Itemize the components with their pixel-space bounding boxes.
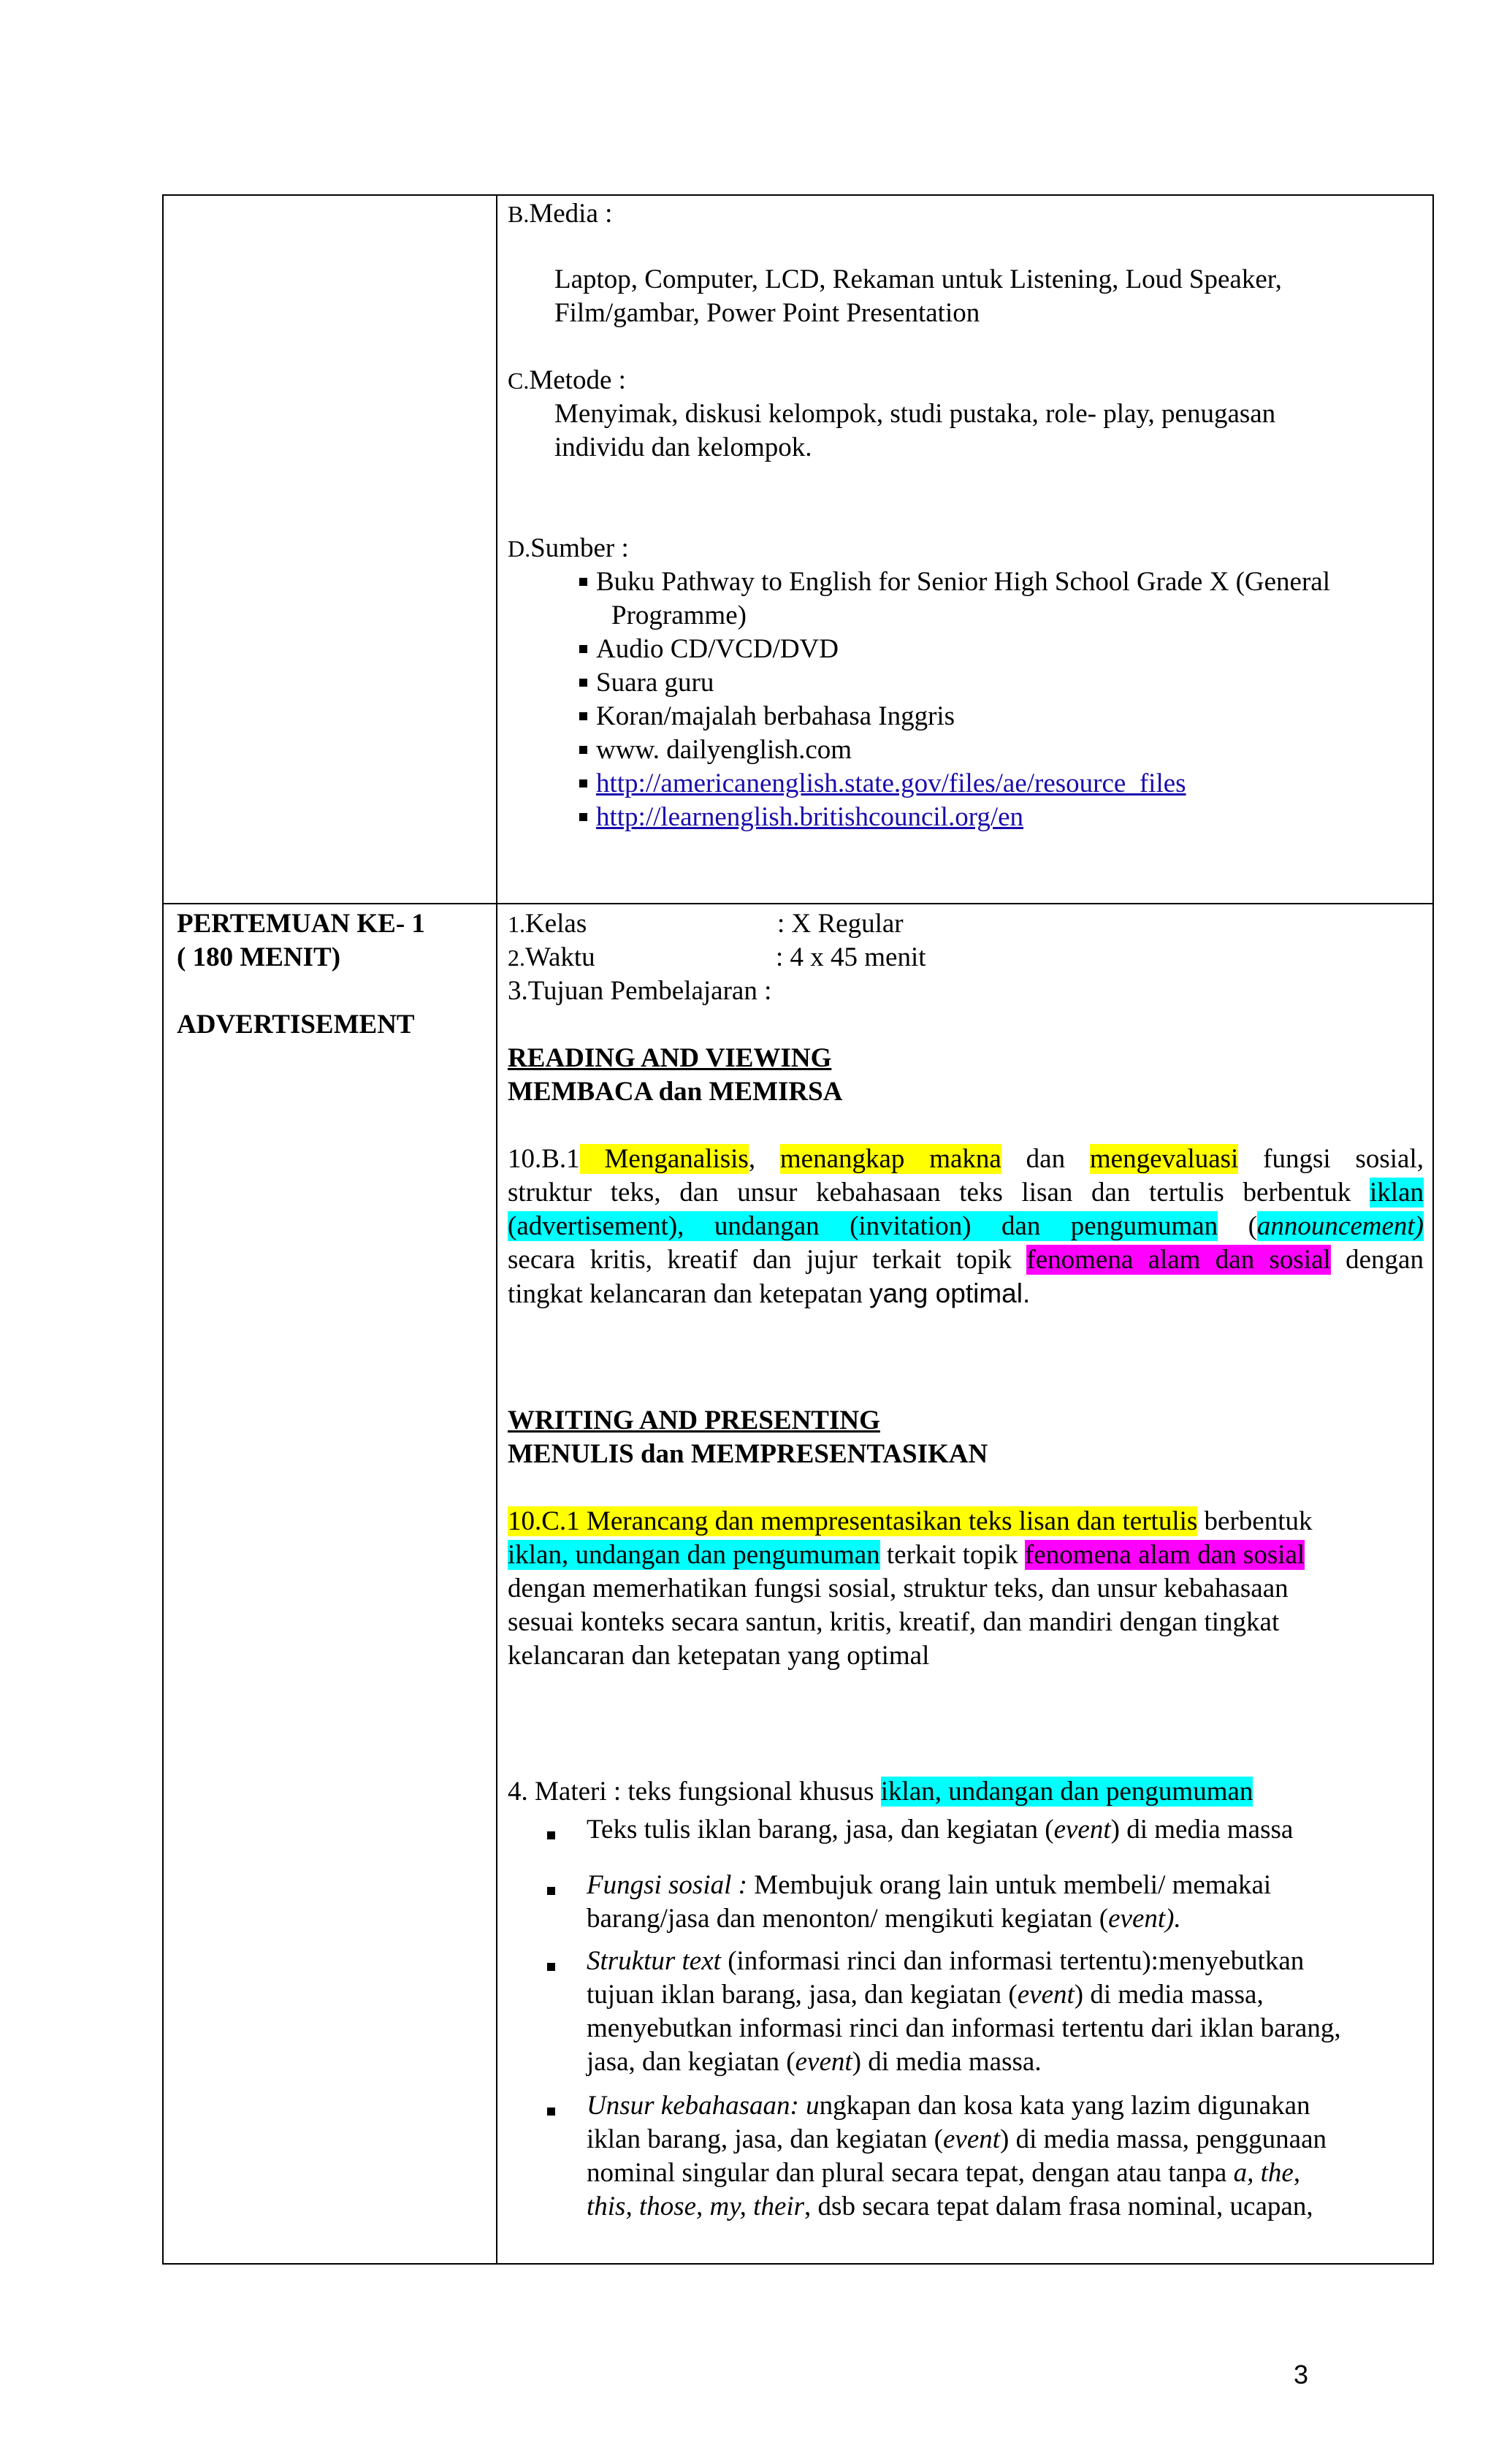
media-text-line1: Laptop, Computer, LCD, Rekaman untuk Listening, Loud Speaker,: [554, 264, 1282, 294]
source-item: Buku Pathway to English for Senior High School Grade X (General: [579, 565, 1330, 599]
materi-item-text: Unsur kebahasaan: ungkapan dan kosa kata yang lazim digunakan: [587, 2091, 1310, 2121]
materi-bullet: [547, 1874, 564, 1908]
reading-subheading: MEMBACA dan MEMIRSA: [508, 1077, 843, 1107]
source-item: [579, 801, 1023, 834]
bullet-square-icon: [579, 578, 587, 586]
britishcouncil-link[interactable]: http://learnenglish.britishcouncil.org/en: [596, 802, 1024, 832]
media-heading: B.Media :: [508, 199, 613, 229]
source-item: Audio CD/VCD/DVD: [579, 633, 839, 666]
meeting-duration: ( 180 MENIT): [177, 942, 341, 972]
source-item: Suara guru: [579, 666, 714, 700]
materi-item-text: Teks tulis iklan barang, jasa, dan kegiatan (event) di media massa: [587, 1815, 1294, 1845]
materi-item-text: Struktur text (informasi rinci dan informasi tertentu):menyebutkan: [587, 1946, 1305, 1976]
right-cell-objectives: [497, 904, 1433, 2264]
materi-bullet: [547, 1819, 564, 1853]
reading-line2: struktur teks, dan unsur kebahasaan teks lisan dan tertulis berbentuk iklan: [508, 1178, 1424, 1208]
reading-line5: tingkat kelancaran dan ketepatan yang optimal.: [508, 1278, 1031, 1309]
source-item: [579, 767, 1186, 801]
bullet-square-icon: [579, 813, 587, 821]
bullet-square-icon: [579, 712, 587, 720]
method-text-line1: Menyimak, diskusi kelompok, studi pustaka, role- play, penugasan: [554, 399, 1276, 429]
bullet-square-icon: [547, 2108, 555, 2116]
writing-heading: WRITING AND PRESENTING: [508, 1405, 880, 1435]
bullet-square-icon: [547, 1831, 555, 1839]
left-cell-meeting: [163, 904, 497, 2264]
reading-line4: secara kritis, kreatif dan jujur terkait topik fenomena alam dan sosial dengan: [508, 1245, 1424, 1275]
source-heading: D.Sumber :: [508, 533, 629, 563]
materi-item-text: this, those, my, their, dsb secara tepat dalam frasa nominal, ucapan,: [587, 2192, 1313, 2221]
page-number: 3: [1294, 2360, 1309, 2389]
writing-line2: iklan, undangan dan pengumuman terkait topik fenomena alam dan sosial: [508, 1540, 1305, 1570]
materi-item-text: iklan barang, jasa, dan kegiatan (event) di media massa, penggunaan: [587, 2124, 1327, 2154]
materi-item-text: tujuan iklan barang, jasa, dan kegiatan (event) di media massa,: [587, 1980, 1264, 2010]
bullet-square-icon: [547, 1963, 555, 1971]
materi-bullet: [547, 1950, 564, 1984]
lesson-plan-table: [162, 194, 1434, 2265]
materi-item-text: jasa, dan kegiatan (event) di media massa.: [587, 2047, 1042, 2077]
writing-line3: dengan memerhatikan fungsi sosial, struktur teks, dan unsur kebahasaan: [508, 1574, 1289, 1603]
bullet-square-icon: [547, 1887, 555, 1895]
reading-line1: 10.B.1 Menganalisis, menangkap makna dan mengevaluasi fungsi sosial,: [508, 1144, 1424, 1174]
source-item: Koran/majalah berbahasa Inggris: [579, 700, 955, 733]
source-item-continued: Programme): [611, 600, 747, 630]
materi-item-text: Fungsi sosial : Membujuk orang lain untuk membeli/ memakai: [587, 1870, 1272, 1900]
writing-line4: sesuai konteks secara santun, kritis, kreatif, dan mandiri dengan tingkat: [508, 1607, 1280, 1637]
bullet-square-icon: [579, 779, 587, 787]
info-tujuan: 3.Tujuan Pembelajaran :: [508, 976, 772, 1006]
writing-line1: 10.C.1 Merancang dan mempresentasikan teks lisan dan tertulis berbentuk: [508, 1506, 1313, 1536]
materi-item-text: menyebutkan informasi rinci dan informasi tertentu dari iklan barang,: [587, 2013, 1341, 2043]
info-waktu: 2.Waktu: [508, 942, 595, 972]
materi-bullet: [547, 2095, 564, 2129]
materi-item-text: barang/jasa dan menonton/ mengikuti kegiatan (event).: [587, 1904, 1181, 1934]
meeting-title: PERTEMUAN KE- 1: [177, 909, 425, 939]
method-text-line2: individu dan kelompok.: [554, 432, 812, 462]
reading-heading: READING AND VIEWING: [508, 1043, 832, 1073]
materi-item-text: nominal singular dan plural secara tepat, dengan atau tanpa a, the,: [587, 2158, 1301, 2188]
info-kelas-value: : X Regular: [777, 909, 904, 939]
writing-subheading: MENULIS dan MEMPRESENTASIKAN: [508, 1439, 988, 1469]
method-heading: C.Metode :: [508, 365, 626, 395]
materi-heading: 4. Materi : teks fungsional khusus iklan, undangan dan pengumuman: [508, 1777, 1253, 1807]
meeting-topic: ADVERTISEMENT: [177, 1010, 415, 1040]
table-row: [163, 195, 1433, 904]
left-cell-empty: [163, 195, 497, 904]
info-waktu-value: : 4 x 45 menit: [776, 942, 926, 972]
bullet-square-icon: [579, 679, 587, 687]
info-kelas: 1.Kelas: [508, 909, 587, 939]
writing-line5: kelancaran dan ketepatan yang optimal: [508, 1641, 930, 1671]
source-item: www. dailyenglish.com: [579, 733, 852, 767]
table-row: [163, 904, 1433, 2264]
americanenglish-link[interactable]: http://americanenglish.state.gov/files/ae/resource_files: [596, 768, 1186, 798]
bullet-square-icon: [579, 645, 587, 653]
media-text-line2: Film/gambar, Power Point Presentation: [554, 298, 980, 328]
right-cell-media-method-source: [497, 195, 1433, 904]
reading-line3: (advertisement), undangan (invitation) dan pengumuman (announcement): [508, 1211, 1424, 1241]
bullet-square-icon: [579, 746, 587, 754]
